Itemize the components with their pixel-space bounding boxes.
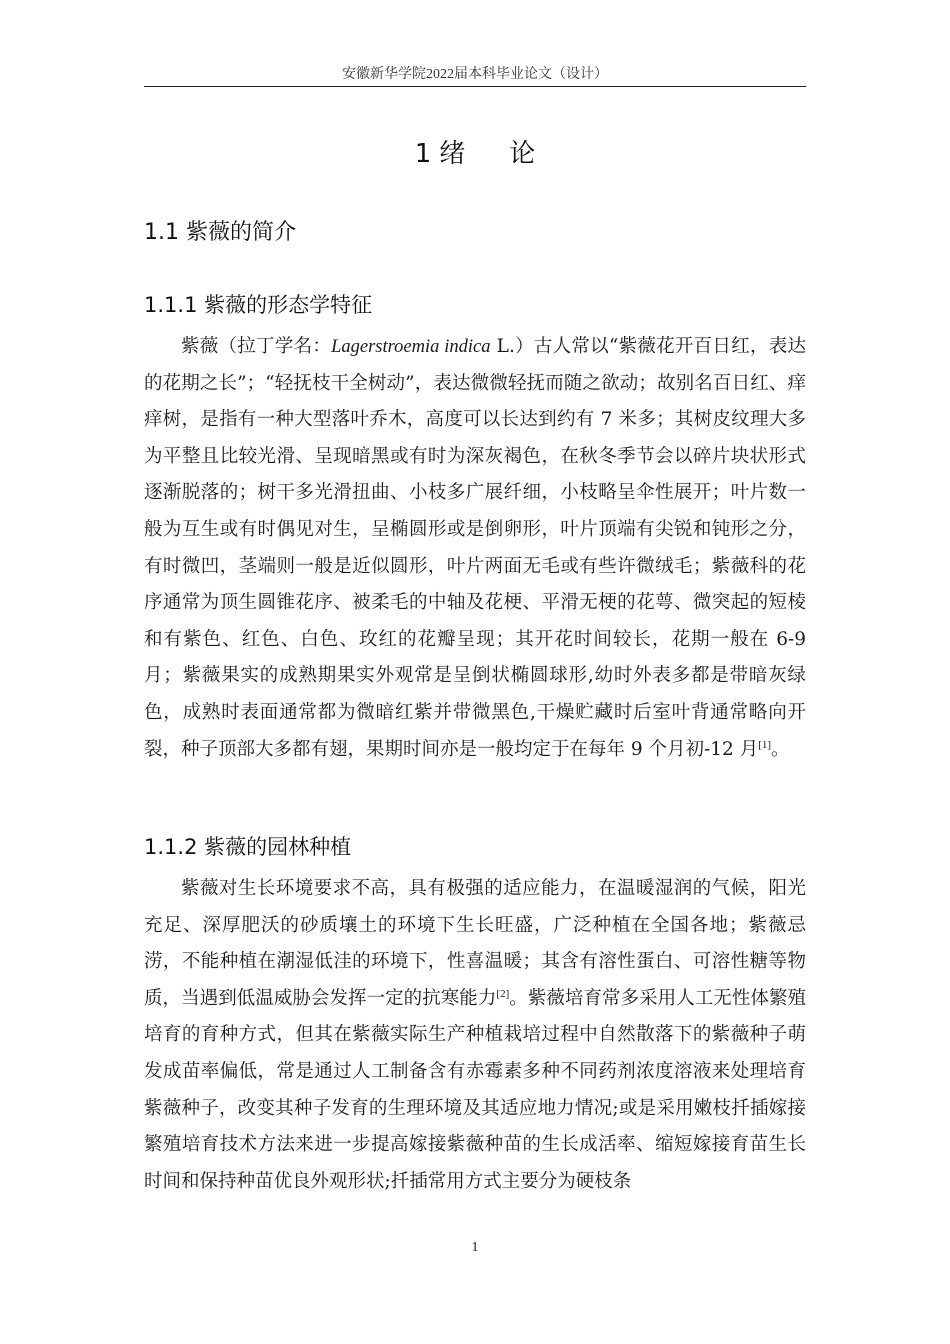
section-heading-1-1: 1.1 紫薇的简介 bbox=[144, 220, 296, 245]
citation-2: [2] bbox=[496, 987, 510, 1000]
citation-1: [1] bbox=[758, 738, 772, 751]
running-header: 安徽新华学院2022届本科毕业论文（设计） bbox=[342, 67, 608, 82]
paragraph-cultivation-seg1: 紫薇对生长环境要求不高，具有极强的适应能力，在温暖湿润的气候，阳光充足、深厚肥沃的砂质壤土的环境下生长旺盛，广泛种植在全国各地；紫薇忌涝，不能种植在潮湿低洼的环境下，性喜温暖；其含有溶性蛋白、可溶性糖等物质，当遇到低温威胁会发挥一定的抗寒能力 bbox=[144, 878, 806, 1009]
paragraph-morphology-seg2: L.）古人常以“紫薇花开百日红，表达的花期之长”；“轻抚枝干全树动”，表达微微轻抚而随之欲动；故别名百日红、痒痒树，是指有一种大型落叶乔木，高度可以长达到约有 7 米多；其树皮纹理大多为平整且比较光滑、呈现暗黑或有时为深灰褐色，在秋冬季节会以碎片块状形式逐渐脱落的；树干多光滑扭曲、小枝多广展纤细，小枝略呈伞性展开；叶片数一般为互生或有时偶见对生，呈椭圆形或是倒卵形，叶片顶端有尖锐和钝形之分，有时微凹，茎端则一般是近似圆形，叶片两面无毛或有些许微绒毛；紫薇科的花序通常为顶生圆锥花序、被柔毛的中轴及花梗、平滑无梗的花萼、微突起的短棱和有紫色、红色、白色、玫红的花瓣呈现；其开花时间较长，花期一般在 6-9 月；紫薇果实的成熟期果实外观常是呈倒状椭圆球形,幼时外表多都是带暗灰绿色，成熟时表面通常都为微暗红紫并带微黑色,干燥贮藏时后室叶背通常略向开裂，种子顶部大多都有翅，果期时间亦是一般均定于在每年 9 个月初-12 月 bbox=[144, 336, 806, 760]
paragraph-morphology bbox=[144, 329, 806, 768]
section-heading-1-1-1: 1.1.1 紫薇的形态学特征 bbox=[144, 293, 373, 317]
paragraph-cultivation-seg2: 。紫薇培育常多采用人工无性体繁殖培育的育种方式，但其在紫薇实际生产种植栽培过程中自然散落下的紫薇种子萌发成苗率偏低，常是通过人工制备含有赤霉素多种不同药剂浓度溶液来处理培育紫薇种子，改变其种子发育的生理环境及其适应地力情况;或是采用嫩枝扦插嫁接繁殖培育技术方法来进一步提高嫁接紫薇种苗的生长成活率、缩短嫁接育苗生长时间和保持种苗优良外观形状;扦插常用方式主要分为硬枝条 bbox=[144, 987, 806, 1192]
chapter-title-part1: 绪 bbox=[439, 139, 466, 169]
chapter-number: 1 bbox=[414, 139, 432, 169]
paragraph-morphology-seg1: 紫薇（拉丁学名： bbox=[181, 336, 332, 357]
chapter-title bbox=[144, 136, 806, 172]
paragraph-morphology-end: 。 bbox=[771, 738, 790, 760]
latin-name: Lagerstroemia indica bbox=[331, 337, 491, 357]
header-rule bbox=[144, 86, 806, 87]
page-number: 1 bbox=[471, 1240, 479, 1255]
chapter-title-part2: 论 bbox=[509, 139, 536, 169]
paragraph-cultivation bbox=[144, 871, 806, 1200]
section-heading-1-1-2: 1.1.2 紫薇的园林种植 bbox=[144, 835, 352, 859]
